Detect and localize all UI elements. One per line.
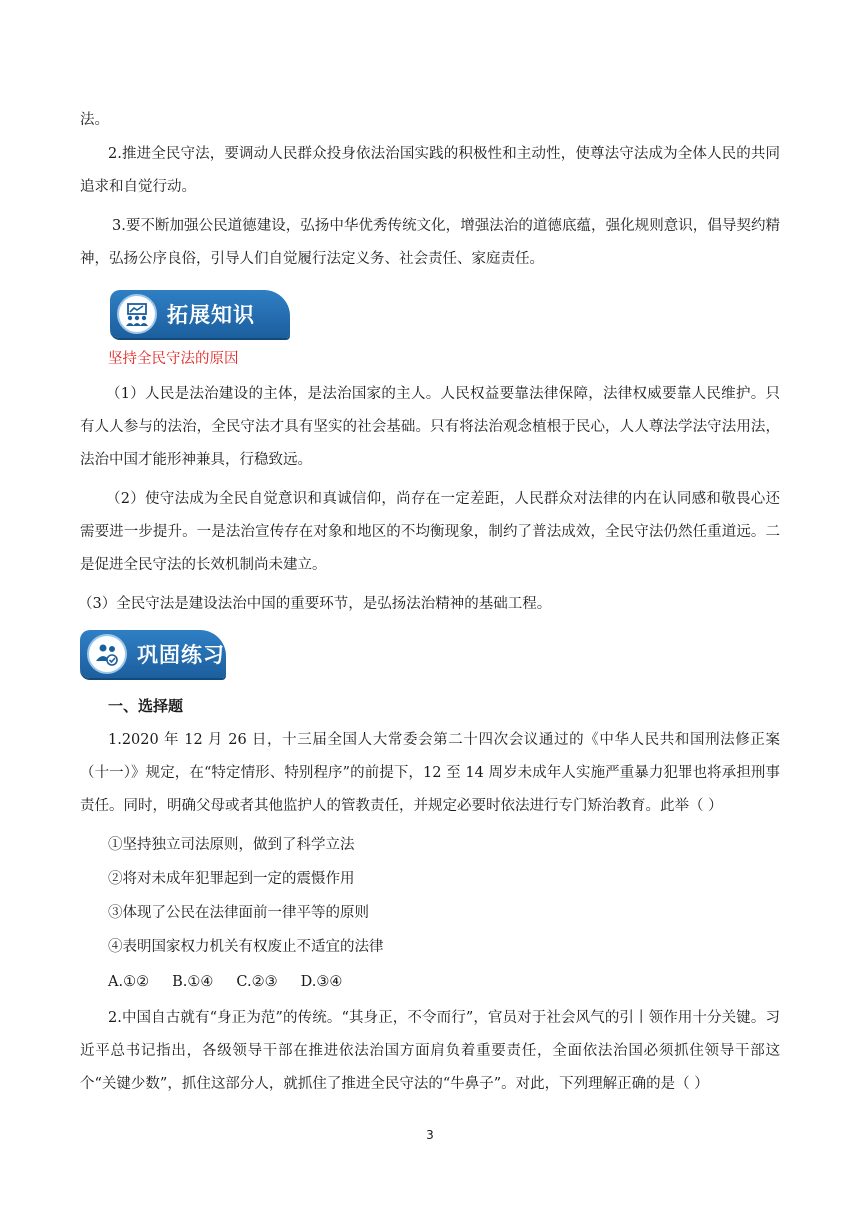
- question-1-option-2: ②将对未成年犯罪起到一定的震慑作用: [108, 871, 355, 887]
- page-number: 3: [426, 1128, 434, 1142]
- section-title: 一、选择题: [108, 697, 184, 715]
- extension-knowledge-badge: [110, 290, 290, 338]
- reason-1: （1）人民是法治建设的主体，是法治国家的主人。人民权益要靠法律保障，法律权威要靠人民维护。只有人人参与的法治，全民守法才具有坚实的社会基础。只有将法治观念植根于民心，人人尊法学法守法用法，法治中国才能形神兼具，行稳致远。: [80, 386, 780, 468]
- extension-badge-label: 拓展知识: [167, 303, 255, 327]
- question-1-option-4: ④表明国家权力机关有权废止不适宜的法律: [108, 939, 384, 955]
- question-1-option-3: ③体现了公民在法律面前一律平等的原则: [108, 905, 369, 921]
- reason-2: （2）使守法成为全民自觉意识和真诚信仰，尚存在一定差距，人民群众对法律的内在认同感和敬畏心还需要进一步提升。一是法治宣传存在对象和地区的不均衡现象，制约了普法成效，全民守法仍然任重道远。二是促进全民守法的长效机制尚未建立。: [80, 491, 780, 573]
- paragraph-item-3: 3.要不断加强公民道德建设，弘扬中华优秀传统文化，增强法治的道德底蕴，强化规则意识，倡导契约精神，弘扬公序良俗，引导人们自觉履行法定义务、社会责任、家庭责任。: [80, 218, 780, 267]
- question-1-stem: 1.2020 年 12 月 26 日，十三届全国人大常委会第二十四次会议通过的《中华人民共和国刑法修正案（十一）》规定，在“特定情形、特别程序”的前提下，12 至 14 周岁未成年人实施严重暴力犯罪也将承担刑事责任。同时，明确父母或者其他监护人的管教责任，并规定必要时依法进行专门矫治教育。此举（ ）: [80, 732, 780, 814]
- paragraph-continuation: 法。: [80, 112, 109, 128]
- practice-badge-label: 巩固练习: [137, 643, 225, 667]
- question-1-answer-choices: A.①② B.①④ C.②③ D.③④: [108, 974, 343, 990]
- extension-heading: 坚持全民守法的原因: [108, 351, 239, 367]
- people-check-icon: [87, 634, 127, 674]
- reason-3: （3）全民守法是建设法治中国的重要环节，是弘扬法治精神的基础工程。: [78, 596, 552, 612]
- question-1-option-1: ①坚持独立司法原则，做到了科学立法: [108, 837, 355, 853]
- question-2-stem: 2.中国自古就有“身正为范”的传统。“其身正，不令而行”，官员对于社会风气的引丨领作用十分关键。习近平总书记指出，各级领导干部在推进依法治国方面肩负着重要责任，全面依法治国必须抓住领导干部这个“关键少数”，抓住这部分人，就抓住了推进全民守法的“牛鼻子”。对此，下列理解正确的是（ ）: [80, 1010, 780, 1092]
- paragraph-item-2: 2.推进全民守法，要调动人民群众投身依法治国实践的积极性和主动性，使尊法守法成为全体人民的共同追求和自觉行动。: [80, 146, 780, 195]
- consolidation-practice-badge: [80, 630, 226, 678]
- presentation-people-icon: [117, 294, 157, 334]
